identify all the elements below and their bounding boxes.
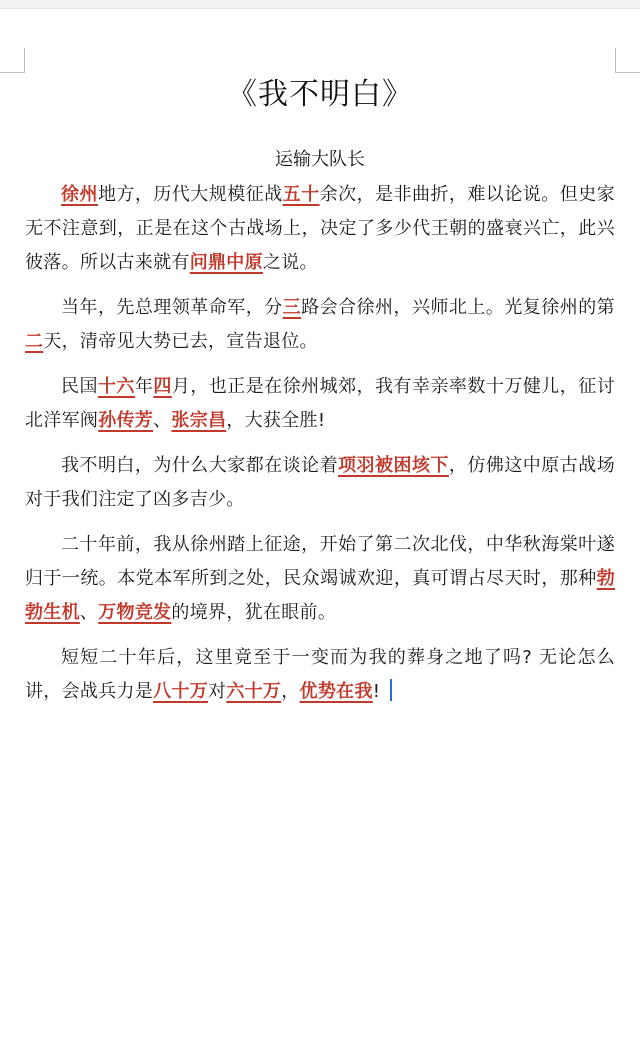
document-body[interactable] xyxy=(25,178,615,709)
text-cursor xyxy=(390,679,392,701)
highlighted-phrase: 勃勃生机 xyxy=(25,568,615,623)
body-paragraph xyxy=(25,291,615,359)
paragraph-text: 之说。 xyxy=(262,252,318,273)
body-paragraph xyxy=(25,370,615,438)
body-paragraph xyxy=(25,178,615,280)
document-page[interactable] xyxy=(25,70,615,720)
paragraph-text: ， xyxy=(281,681,300,702)
paragraph-text: ，大获全胜! xyxy=(226,410,326,431)
top-toolbar-strip xyxy=(0,0,640,9)
highlighted-phrase: 八十万 xyxy=(153,681,209,702)
body-paragraph xyxy=(25,528,615,630)
paragraph-text: 、 xyxy=(153,410,172,431)
body-paragraph xyxy=(25,449,615,517)
paragraph-text: ，仿佛这中原古战场对于我们注定了凶多吉少。 xyxy=(25,455,615,510)
paragraph-text: 短短二十年后，这里竟至于一变而为我的葬身之地了吗? 无论怎么讲，会战兵力是 xyxy=(25,647,615,702)
paragraph-text: 年 xyxy=(134,376,154,397)
highlighted-phrase: 张宗昌 xyxy=(171,410,227,431)
page-corner-mark-left xyxy=(0,48,25,73)
body-paragraph xyxy=(25,641,615,709)
highlighted-phrase: 问鼎中原 xyxy=(189,252,263,273)
paragraph-text: 天，清帝见大势已去，宣告退位。 xyxy=(43,331,318,352)
highlighted-phrase: 万物竞发 xyxy=(98,602,172,623)
highlighted-phrase: 五十 xyxy=(282,184,320,205)
paragraph-text: 我不明白，为什么大家都在谈论着 xyxy=(61,455,339,476)
paragraph-text: 当年，先总理领革命军，分 xyxy=(61,297,283,318)
highlighted-phrase: 十六 xyxy=(97,376,135,397)
highlighted-phrase: 孙传芳 xyxy=(98,410,154,431)
paragraph-text: 二十年前，我从徐州踏上征途，开始了第二次北伐，中华秋海棠叶遂归于一统。本党本军所到之处，民众竭诚欢迎，真可谓占尽天时，那种 xyxy=(25,534,615,589)
highlighted-phrase: 六十万 xyxy=(226,681,282,702)
paragraph-text: 地方，历代大规模征战 xyxy=(97,184,283,205)
paragraph-text: ! xyxy=(372,681,381,702)
highlighted-phrase: 徐州 xyxy=(61,184,98,205)
highlighted-phrase: 项羽被困垓下 xyxy=(338,455,449,476)
document-title: 《我不明白》 xyxy=(227,77,413,112)
highlighted-phrase: 二 xyxy=(25,331,44,352)
highlighted-phrase: 优势在我 xyxy=(299,681,373,702)
paragraph-text: 民国 xyxy=(61,376,98,397)
paragraph-text: 月，也正是在徐州城郊，我有幸亲率数十万健儿，征讨北洋军阀 xyxy=(25,376,616,431)
highlighted-phrase: 四 xyxy=(153,376,172,397)
highlighted-phrase: 三 xyxy=(282,297,302,318)
paragraph-text: 余次，是非曲折，难以论说。但史家无不注意到，正是在这个古战场上，决定了多少代王朝的盛衰兴亡，此兴彼落。所以古来就有 xyxy=(25,184,615,273)
paragraph-text: 对 xyxy=(208,681,227,702)
paragraph-text: 路会合徐州，兴师北上。光复徐州的第 xyxy=(301,297,615,318)
page-corner-mark-right xyxy=(615,48,640,73)
document-author: 运输大队长 xyxy=(275,149,365,170)
paragraph-text: 的境界，犹在眼前。 xyxy=(171,602,337,623)
paragraph-text: 、 xyxy=(79,602,99,623)
